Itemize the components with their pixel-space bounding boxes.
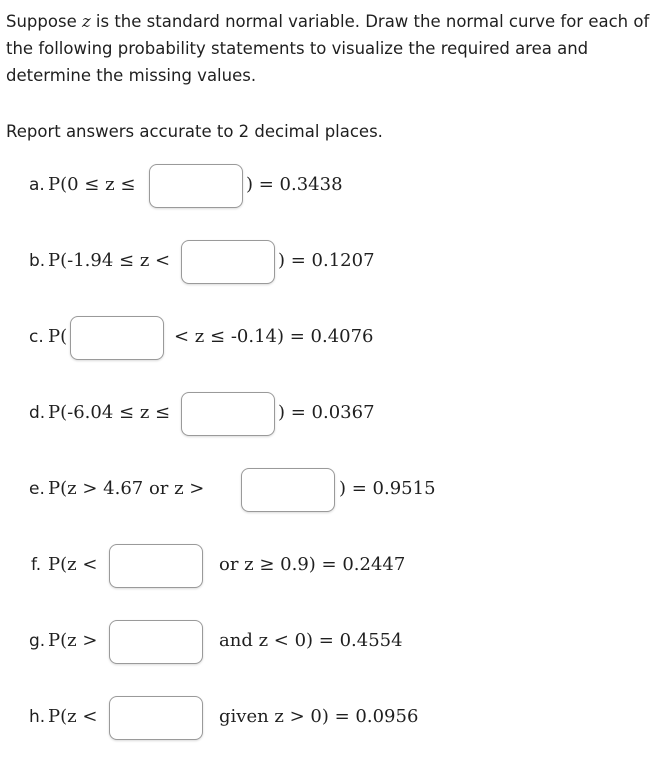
question-h xyxy=(0,696,671,744)
question-label: d. xyxy=(29,403,46,423)
answer-input-h[interactable] xyxy=(109,696,203,740)
variable-z: z xyxy=(81,12,91,31)
question-label: g. xyxy=(29,631,46,651)
question-g xyxy=(0,620,671,668)
prob-expression-right: given z > 0) = 0.0956 xyxy=(219,706,419,727)
answer-input-b[interactable] xyxy=(181,240,275,284)
prob-expression-right: ) = 0.9515 xyxy=(339,478,436,499)
problem-intro: Suppose z is the standard normal variable. Draw the normal curve for each of the following probability statements to visualize the required area and determine the missing values. xyxy=(6,12,650,85)
prob-expression-left: P(z > xyxy=(48,630,98,651)
question-label: c. xyxy=(29,327,44,347)
prob-expression-right: or z ≥ 0.9) = 0.2447 xyxy=(219,554,406,575)
prob-expression-left: P(z > 4.67 or z > xyxy=(48,478,205,499)
prob-expression-right: and z < 0) = 0.4554 xyxy=(219,630,403,651)
prob-expression-left: P(0 ≤ z ≤ xyxy=(48,174,136,195)
answer-input-e[interactable] xyxy=(241,468,335,512)
question-label: f. xyxy=(31,555,42,575)
question-a xyxy=(0,164,671,212)
prob-expression-right: ) = 0.0367 xyxy=(278,402,375,423)
question-label: a. xyxy=(29,175,45,195)
prob-expression-left: P(-1.94 ≤ z < xyxy=(48,250,171,271)
question-label: e. xyxy=(29,479,45,499)
question-e xyxy=(0,468,671,516)
question-f xyxy=(0,544,671,592)
prob-expression-right: < z ≤ -0.14) = 0.4076 xyxy=(174,326,374,347)
question-b xyxy=(0,240,671,288)
precision-instruction: Report answers accurate to 2 decimal places. xyxy=(6,122,383,141)
prob-expression-right: ) = 0.3438 xyxy=(246,174,343,195)
answer-input-c[interactable] xyxy=(70,316,164,360)
question-label: h. xyxy=(29,707,46,727)
question-label: b. xyxy=(29,251,46,271)
prob-expression-left: P(z < xyxy=(48,554,98,575)
question-d xyxy=(0,392,671,440)
answer-input-a[interactable] xyxy=(149,164,243,208)
answer-input-g[interactable] xyxy=(109,620,203,664)
prob-expression-left: P(-6.04 ≤ z ≤ xyxy=(48,402,171,423)
answer-input-f[interactable] xyxy=(109,544,203,588)
prob-expression-left: P(z < xyxy=(48,706,98,727)
prob-expression-right: ) = 0.1207 xyxy=(278,250,375,271)
answer-input-d[interactable] xyxy=(181,392,275,436)
prob-expression-left: P( xyxy=(48,326,68,347)
question-c xyxy=(0,316,671,364)
